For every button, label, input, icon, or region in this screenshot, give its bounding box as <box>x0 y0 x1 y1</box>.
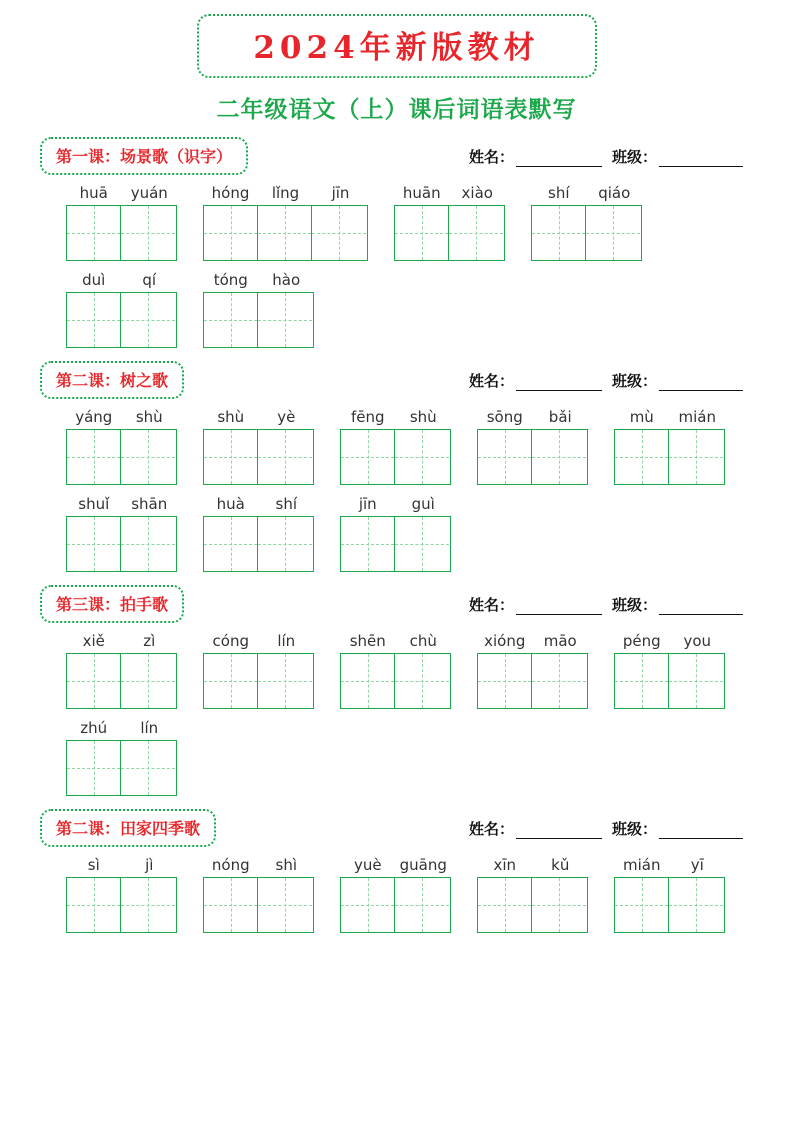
writing-cell[interactable] <box>669 878 723 932</box>
writing-grid[interactable] <box>340 653 451 709</box>
pinyin-syllable: huā <box>79 184 108 202</box>
writing-cell[interactable] <box>258 517 312 571</box>
pinyin-line <box>531 184 642 202</box>
lesson-title-tag: 第二课：树之歌 <box>40 361 184 399</box>
writing-cell[interactable] <box>615 430 669 484</box>
pinyin-syllable: guāng <box>399 856 447 874</box>
word-group <box>203 856 314 933</box>
writing-grid[interactable] <box>531 205 642 261</box>
student-fields <box>469 594 753 615</box>
writing-cell[interactable] <box>204 206 258 260</box>
word-group <box>340 856 451 933</box>
pinyin-syllable: xiào <box>461 184 493 202</box>
writing-grid[interactable] <box>614 877 725 933</box>
lesson-section <box>40 138 753 348</box>
writing-grid[interactable] <box>614 429 725 485</box>
pinyin-line <box>477 856 588 874</box>
writing-grid[interactable] <box>203 292 314 348</box>
word-group <box>394 184 505 261</box>
writing-cell[interactable] <box>532 430 586 484</box>
writing-cell[interactable] <box>395 517 449 571</box>
name-field-label: 姓名： <box>468 595 514 614</box>
pinyin-syllable: cóng <box>212 632 249 650</box>
writing-grid[interactable] <box>66 205 177 261</box>
writing-cell[interactable] <box>586 206 640 260</box>
pinyin-line <box>203 271 314 289</box>
word-group <box>340 495 451 572</box>
writing-cell[interactable] <box>449 206 503 260</box>
writing-cell[interactable] <box>121 206 175 260</box>
pinyin-line <box>66 719 177 737</box>
writing-cell[interactable] <box>121 293 175 347</box>
writing-cell[interactable] <box>312 206 366 260</box>
class-field-label: 班级： <box>611 371 657 390</box>
writing-grid[interactable] <box>203 516 314 572</box>
class-field-label: 班级： <box>611 147 657 166</box>
writing-cell[interactable] <box>395 654 449 708</box>
pinyin-line <box>66 495 177 513</box>
writing-cell[interactable] <box>258 206 312 260</box>
writing-grid[interactable] <box>66 292 177 348</box>
pinyin-line <box>203 856 314 874</box>
writing-cell[interactable] <box>67 293 121 347</box>
word-group <box>66 408 177 485</box>
writing-grid[interactable] <box>340 877 451 933</box>
writing-cell[interactable] <box>67 878 121 932</box>
writing-cell[interactable] <box>532 206 586 260</box>
writing-cell[interactable] <box>258 878 312 932</box>
writing-grid[interactable] <box>203 653 314 709</box>
writing-cell[interactable] <box>121 654 175 708</box>
writing-cell[interactable] <box>67 654 121 708</box>
pinyin-syllable: shí <box>275 495 297 513</box>
pinyin-syllable: yuán <box>130 184 168 202</box>
pinyin-syllable: duì <box>82 271 106 289</box>
pinyin-syllable: chù <box>409 632 437 650</box>
writing-cell[interactable] <box>341 654 395 708</box>
pinyin-syllable: jīn <box>331 184 350 202</box>
page-subtitle: 二年级语文（上）课后词语表默写 <box>216 96 577 123</box>
pinyin-syllable: xiě <box>82 632 105 650</box>
writing-cell[interactable] <box>669 654 723 708</box>
pinyin-syllable: hào <box>272 271 301 289</box>
writing-cell[interactable] <box>121 517 175 571</box>
title-banner <box>197 14 597 78</box>
writing-cell[interactable] <box>395 430 449 484</box>
pinyin-syllable: māo <box>543 632 577 650</box>
pinyin-syllable: lǐng <box>271 184 300 202</box>
word-row <box>40 271 753 348</box>
lesson-header <box>40 138 753 174</box>
pinyin-syllable: qiáo <box>598 184 631 202</box>
writing-cell[interactable] <box>258 430 312 484</box>
lesson-title-tag: 第二课：田家四季歌 <box>40 809 216 847</box>
word-group <box>203 632 314 709</box>
pinyin-syllable: sì <box>87 856 100 874</box>
writing-cell[interactable] <box>341 878 395 932</box>
lesson-header <box>40 586 753 622</box>
writing-cell[interactable] <box>204 654 258 708</box>
writing-cell[interactable] <box>67 206 121 260</box>
writing-cell[interactable] <box>395 206 449 260</box>
writing-cell[interactable] <box>615 878 669 932</box>
pinyin-line <box>66 408 177 426</box>
pinyin-syllable: mián <box>623 856 661 874</box>
word-group <box>66 856 177 933</box>
name-field[interactable] <box>469 146 602 167</box>
writing-cell[interactable] <box>258 654 312 708</box>
pinyin-line <box>394 184 505 202</box>
pinyin-syllable: xīn <box>493 856 517 874</box>
word-group <box>477 856 588 933</box>
pinyin-syllable: yè <box>277 408 296 426</box>
pinyin-syllable: kǔ <box>551 856 570 874</box>
pinyin-line <box>340 495 451 513</box>
writing-cell[interactable] <box>121 741 175 795</box>
class-field-blank[interactable] <box>659 824 743 839</box>
pinyin-syllable: zì <box>143 632 156 650</box>
pinyin-syllable: nóng <box>211 856 250 874</box>
pinyin-syllable: fēng <box>350 408 385 426</box>
lesson-title-tag: 第三课：拍手歌 <box>40 585 184 623</box>
writing-grid[interactable] <box>340 516 451 572</box>
pinyin-syllable: zhú <box>80 719 108 737</box>
pinyin-syllable: xióng <box>484 632 526 650</box>
lesson-title-tag: 第一课：场景歌（识字） <box>40 137 248 175</box>
pinyin-line <box>477 408 588 426</box>
pinyin-syllable: huà <box>216 495 245 513</box>
pinyin-line <box>203 632 314 650</box>
class-field-label: 班级： <box>611 819 657 838</box>
writing-grid[interactable] <box>203 877 314 933</box>
pinyin-syllable: yáng <box>75 408 113 426</box>
pinyin-line <box>203 184 368 202</box>
word-group <box>66 495 177 572</box>
writing-grid[interactable] <box>477 653 588 709</box>
pinyin-syllable: shì <box>275 856 297 874</box>
pinyin-syllable: shēn <box>349 632 386 650</box>
name-field-blank[interactable] <box>516 824 602 839</box>
class-field-blank[interactable] <box>659 376 743 391</box>
name-field-blank[interactable] <box>516 152 602 167</box>
student-fields <box>469 146 753 167</box>
worksheet-page <box>0 14 793 1136</box>
pinyin-line <box>614 408 725 426</box>
writing-grid[interactable] <box>66 653 177 709</box>
word-row <box>40 184 753 261</box>
writing-cell[interactable] <box>395 878 449 932</box>
writing-cell[interactable] <box>204 430 258 484</box>
pinyin-syllable: huān <box>402 184 441 202</box>
writing-cell[interactable] <box>341 517 395 571</box>
word-group <box>66 184 177 261</box>
pinyin-syllable: shù <box>217 408 245 426</box>
writing-cell[interactable] <box>204 517 258 571</box>
word-group <box>477 632 588 709</box>
writing-grid[interactable] <box>394 205 505 261</box>
pinyin-syllable: sōng <box>486 408 523 426</box>
pinyin-line <box>66 856 177 874</box>
pinyin-syllable: shù <box>409 408 437 426</box>
name-field[interactable] <box>469 370 602 391</box>
pinyin-line <box>66 632 177 650</box>
pinyin-syllable: lín <box>277 632 296 650</box>
word-row <box>40 495 753 572</box>
pinyin-syllable: hóng <box>211 184 250 202</box>
lessons-container <box>40 138 753 933</box>
pinyin-syllable: shān <box>131 495 168 513</box>
word-group <box>477 408 588 485</box>
class-field[interactable] <box>612 370 743 391</box>
name-field[interactable] <box>469 594 602 615</box>
word-row <box>40 632 753 709</box>
student-fields <box>469 818 753 839</box>
writing-cell[interactable] <box>121 430 175 484</box>
pinyin-syllable: shí <box>548 184 570 202</box>
lesson-header <box>40 810 753 846</box>
class-field[interactable] <box>612 594 743 615</box>
pinyin-syllable: yī <box>690 856 704 874</box>
writing-grid[interactable] <box>614 653 725 709</box>
page-title: 2024年新版教材 <box>253 30 540 66</box>
word-group <box>614 632 725 709</box>
word-row <box>40 408 753 485</box>
writing-cell[interactable] <box>341 430 395 484</box>
writing-grid[interactable] <box>203 429 314 485</box>
writing-cell[interactable] <box>532 654 586 708</box>
word-group <box>531 184 642 261</box>
writing-cell[interactable] <box>258 293 312 347</box>
student-fields <box>469 370 753 391</box>
word-row <box>40 719 753 796</box>
word-group <box>203 184 368 261</box>
name-field-label: 姓名： <box>468 819 514 838</box>
pinyin-line <box>340 856 451 874</box>
word-group <box>66 632 177 709</box>
pinyin-syllable: shù <box>135 408 163 426</box>
writing-cell[interactable] <box>67 430 121 484</box>
pinyin-syllable: jì <box>145 856 154 874</box>
writing-cell[interactable] <box>478 654 532 708</box>
name-field-label: 姓名： <box>468 371 514 390</box>
pinyin-line <box>614 632 725 650</box>
pinyin-line <box>203 408 314 426</box>
writing-cell[interactable] <box>532 878 586 932</box>
word-row <box>40 856 753 933</box>
pinyin-syllable: péng <box>622 632 661 650</box>
writing-cell[interactable] <box>478 878 532 932</box>
word-group <box>614 856 725 933</box>
writing-cell[interactable] <box>478 430 532 484</box>
lesson-header <box>40 362 753 398</box>
writing-grid[interactable] <box>66 429 177 485</box>
pinyin-line <box>614 856 725 874</box>
pinyin-line <box>66 271 177 289</box>
word-group <box>203 408 314 485</box>
class-field-label: 班级： <box>611 595 657 614</box>
lesson-section <box>40 810 753 933</box>
pinyin-syllable: shuǐ <box>78 495 110 513</box>
pinyin-syllable: yuè <box>353 856 382 874</box>
writing-cell[interactable] <box>669 430 723 484</box>
class-field[interactable] <box>612 146 743 167</box>
writing-grid[interactable] <box>203 205 368 261</box>
word-group <box>203 495 314 572</box>
word-group <box>66 271 177 348</box>
pinyin-line <box>340 632 451 650</box>
pinyin-syllable: bǎi <box>548 408 572 426</box>
writing-grid[interactable] <box>66 516 177 572</box>
class-field-blank[interactable] <box>659 152 743 167</box>
pinyin-line <box>340 408 451 426</box>
writing-grid[interactable] <box>477 877 588 933</box>
pinyin-line <box>477 632 588 650</box>
lesson-section <box>40 362 753 572</box>
writing-grid[interactable] <box>66 877 177 933</box>
writing-cell[interactable] <box>121 878 175 932</box>
writing-cell[interactable] <box>67 741 121 795</box>
writing-cell[interactable] <box>204 878 258 932</box>
writing-grid[interactable] <box>477 429 588 485</box>
pinyin-syllable: mián <box>678 408 716 426</box>
pinyin-line <box>66 184 177 202</box>
writing-cell[interactable] <box>204 293 258 347</box>
word-group <box>340 632 451 709</box>
pinyin-syllable: guì <box>411 495 435 513</box>
pinyin-syllable: lín <box>140 719 159 737</box>
word-group <box>203 271 314 348</box>
writing-cell[interactable] <box>67 517 121 571</box>
class-field-blank[interactable] <box>659 600 743 615</box>
writing-grid[interactable] <box>66 740 177 796</box>
pinyin-syllable: qí <box>142 271 157 289</box>
writing-cell[interactable] <box>615 654 669 708</box>
writing-grid[interactable] <box>340 429 451 485</box>
lesson-section <box>40 586 753 796</box>
class-field[interactable] <box>612 818 743 839</box>
pinyin-line <box>203 495 314 513</box>
pinyin-syllable: jīn <box>358 495 377 513</box>
word-group <box>614 408 725 485</box>
name-field[interactable] <box>469 818 602 839</box>
word-group <box>66 719 177 796</box>
name-field-blank[interactable] <box>516 600 602 615</box>
word-group <box>340 408 451 485</box>
name-field-label: 姓名： <box>468 147 514 166</box>
pinyin-syllable: mù <box>629 408 654 426</box>
name-field-blank[interactable] <box>516 376 602 391</box>
pinyin-syllable: you <box>683 632 712 650</box>
pinyin-syllable: tóng <box>213 271 248 289</box>
